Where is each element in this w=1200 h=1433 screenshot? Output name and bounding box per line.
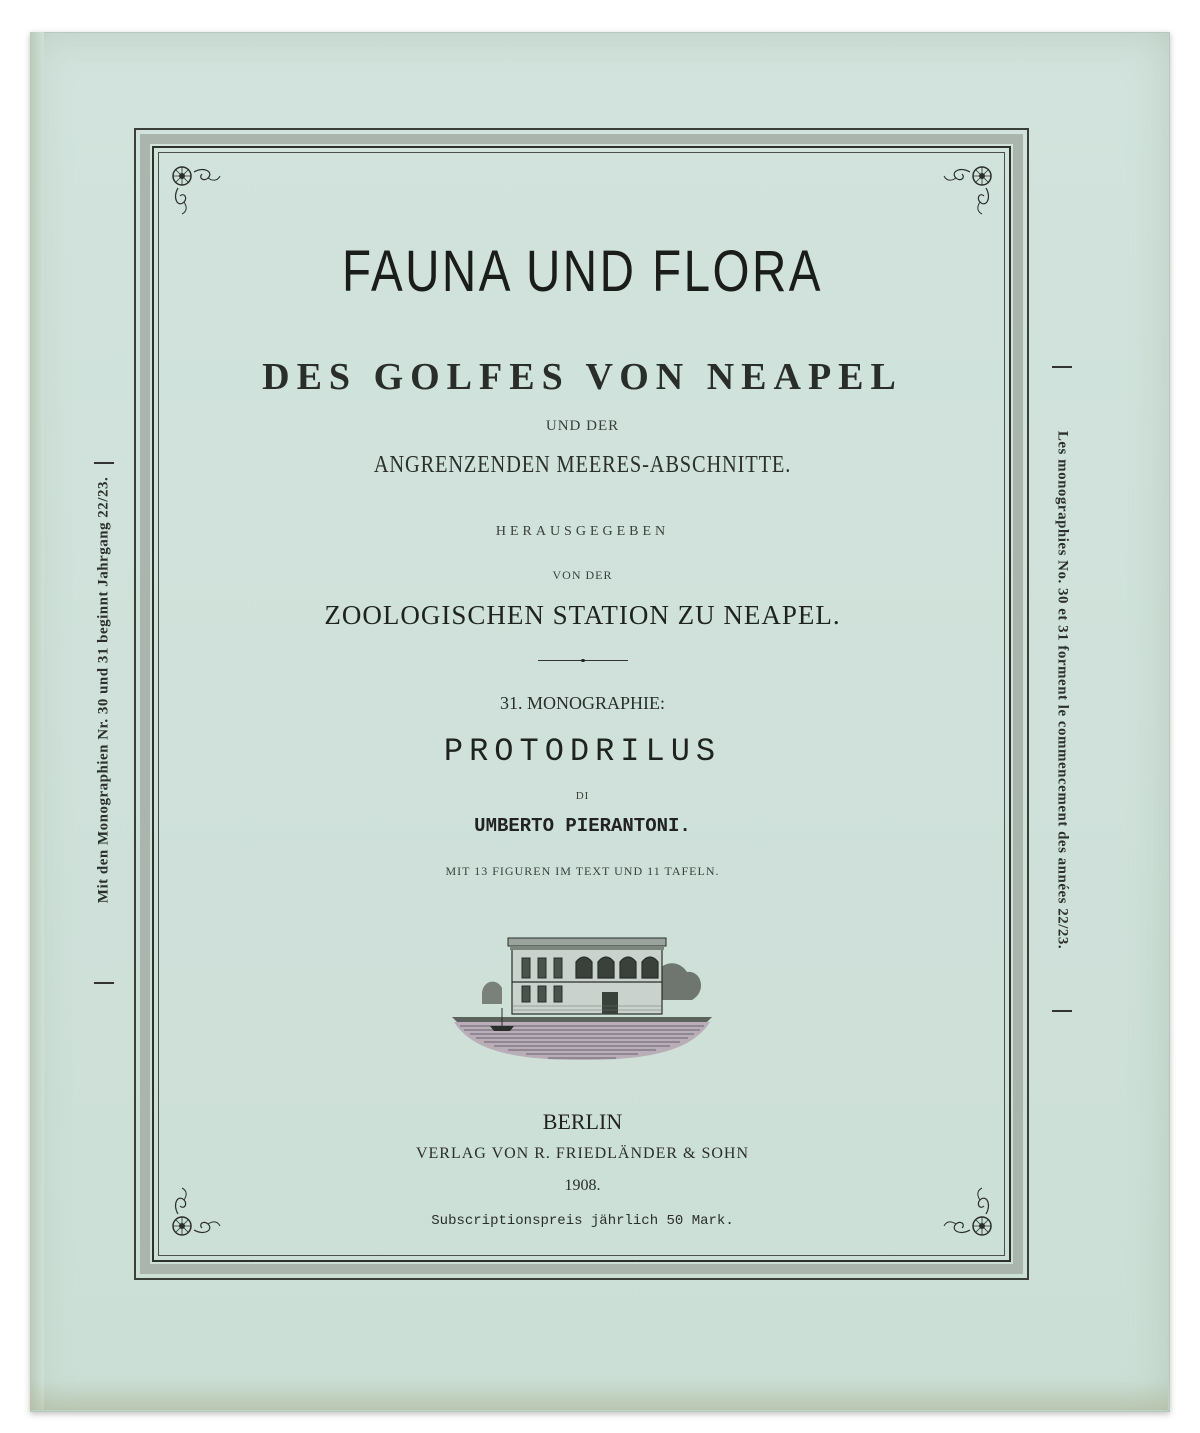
corner-ornament-icon (164, 158, 224, 218)
station-building-vignette (452, 922, 712, 1062)
subscription-price: Subscriptionspreis jährlich 50 Mark. (431, 1213, 734, 1229)
figures-note: MIT 13 FIGUREN IM TEXT UND 11 TAFELN. (445, 864, 720, 878)
publisher-name: VERLAG VON R. FRIEDLÄNDER & SOHN (415, 1145, 750, 1162)
right-margin-note: Les monographies No. 30 et 31 forment le commencement des années 22/23. (1054, 430, 1071, 950)
cover-spine-edge (30, 32, 44, 1410)
region-text: ANGRENZENDEN MEERES-ABSCHNITTE. (373, 452, 792, 478)
von-der-text: VON DER (552, 568, 613, 582)
herausgegeben-text: HERAUSGEGEBEN (495, 524, 670, 539)
ornamental-divider (538, 659, 628, 662)
publication-city: BERLIN (542, 1109, 623, 1134)
monograph-title: PROTODRILUS (443, 733, 722, 770)
publisher-station: ZOOLOGISCHEN STATION ZU NEAPEL. (324, 600, 841, 630)
right-dash-bottom (1052, 1010, 1072, 1012)
monograph-number: 31. MONOGRAPHIE: (499, 693, 665, 713)
corner-ornament-icon (940, 158, 1000, 218)
und-der-text: UND DER (545, 418, 620, 434)
left-margin-note: Mit den Monographien Nr. 30 und 31 beginnt Jahrgang 22/23. (95, 476, 112, 904)
series-title: FAUNA UND FLORA (342, 239, 823, 304)
series-subtitle: DES GOLFES VON NEAPEL (262, 356, 903, 398)
author-name: UMBERTO PIERANTONI. (474, 815, 691, 837)
left-dash-top (94, 462, 114, 464)
right-dash-top (1052, 366, 1072, 368)
left-dash-bottom (94, 982, 114, 984)
publication-year: 1908. (564, 1177, 601, 1194)
di-text: DI (575, 790, 590, 802)
cover-bottom-wear (30, 1380, 1168, 1410)
